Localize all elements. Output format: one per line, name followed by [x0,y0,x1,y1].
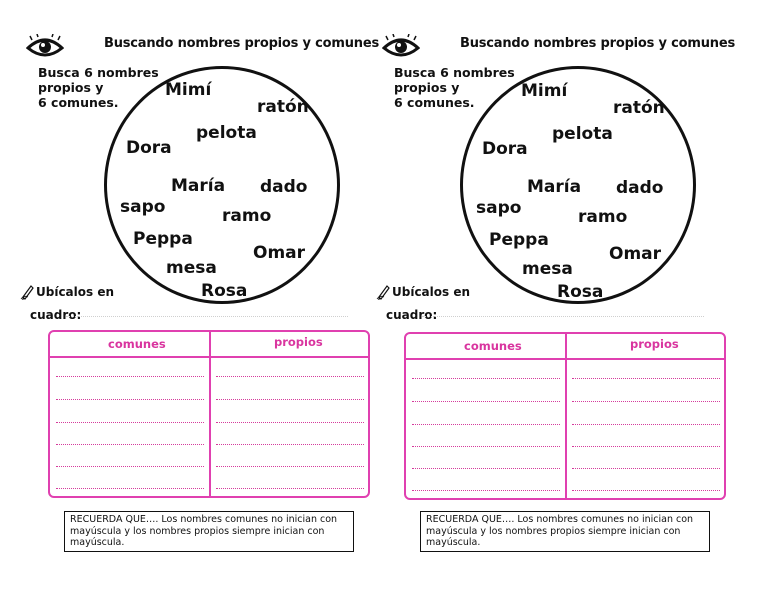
pencil-icon [20,284,34,300]
writing-line[interactable] [216,399,364,400]
word-pelota: pelota [196,123,257,143]
word-sapo: sapo [476,198,522,218]
word-dora: Dora [482,139,528,159]
instruction: Busca 6 nombres propios y 6 comunes. [394,65,515,110]
writing-line[interactable] [216,422,364,423]
writing-line[interactable] [412,446,560,447]
column-divider [565,334,567,498]
word-mimi: Mimí [521,81,568,101]
writing-line[interactable] [412,468,560,469]
writing-line[interactable] [216,444,364,445]
worksheet-title: Buscando nombres propios y comunes [460,36,735,51]
locate-text-2: cuadro: [30,308,82,322]
header-propios: propios [630,337,679,351]
word-maria: María [171,176,226,196]
writing-line[interactable] [572,424,720,425]
writing-line[interactable] [216,488,364,489]
writing-line[interactable] [56,444,204,445]
writing-line[interactable] [572,490,720,491]
writing-line[interactable] [56,399,204,400]
word-raton: ratón [613,98,665,118]
writing-line[interactable] [572,446,720,447]
word-sapo: sapo [120,197,166,217]
instruction: Busca 6 nombres propios y 6 comunes. [38,65,159,110]
worksheet-title: Buscando nombres propios y comunes [104,36,379,51]
writing-line[interactable] [412,424,560,425]
divider [422,316,704,317]
word-peppa: Peppa [489,230,549,250]
word-mesa: mesa [166,258,217,278]
writing-line[interactable] [56,376,204,377]
writing-line[interactable] [216,376,364,377]
writing-line[interactable] [572,378,720,379]
writing-line[interactable] [412,378,560,379]
locate-text-2: cuadro: [386,308,438,322]
column-divider [209,332,211,496]
writing-line[interactable] [412,401,560,402]
writing-line[interactable] [572,401,720,402]
word-dado: dado [616,178,664,198]
word-rosa: Rosa [557,282,604,302]
divider [66,316,348,317]
word-dado: dado [260,177,308,197]
writing-line[interactable] [56,422,204,423]
locate-text: Ubícalos en [392,285,471,299]
word-raton: ratón [257,97,309,117]
classification-table [48,330,370,498]
writing-line[interactable] [56,466,204,467]
word-mesa: mesa [522,259,573,279]
classification-table [404,332,726,500]
header-comunes: comunes [108,337,166,351]
word-dora: Dora [126,138,172,158]
word-ramo: ramo [222,206,272,226]
pencil-icon [376,284,390,300]
writing-line[interactable] [216,466,364,467]
reminder-note: RECUERDA QUE…. Los nombres comunes no inician con mayúscula y los nombres propios siempre inician con mayúscula. [420,511,710,552]
worksheet-right [356,0,735,594]
header-comunes: comunes [464,339,522,353]
reminder-note: RECUERDA QUE…. Los nombres comunes no inician con mayúscula y los nombres propios siempre inician con mayúscula. [64,511,354,552]
word-omar: Omar [609,244,662,264]
word-ramo: ramo [578,207,628,227]
word-peppa: Peppa [133,229,193,249]
locate-text: Ubícalos en [36,285,115,299]
eye-icon [382,34,420,60]
word-rosa: Rosa [201,281,248,301]
writing-line[interactable] [56,488,204,489]
writing-line[interactable] [572,468,720,469]
header-propios: propios [274,335,323,349]
writing-line[interactable] [412,490,560,491]
word-pelota: pelota [552,124,613,144]
word-mimi: Mimí [165,80,212,100]
worksheet-left [0,0,379,594]
word-maria: María [527,177,582,197]
eye-icon [26,34,64,60]
word-omar: Omar [253,243,306,263]
